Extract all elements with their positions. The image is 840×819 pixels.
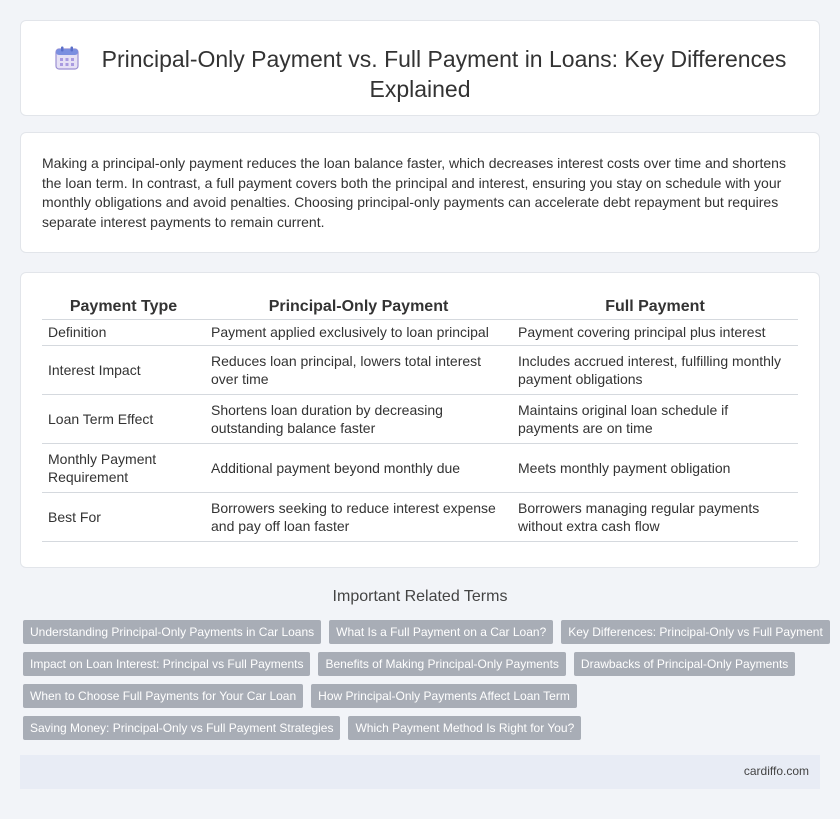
header-card — [20, 20, 820, 116]
table-row — [42, 443, 798, 492]
table-row — [42, 319, 798, 345]
column-header: Full Payment — [512, 296, 798, 319]
table-row — [42, 492, 798, 541]
tag-row — [23, 684, 823, 708]
column-header: Payment Type — [42, 296, 205, 319]
related-terms-title: Important Related Terms — [332, 588, 508, 605]
related-term-link[interactable]: What Is a Full Payment on a Car Loan? — [329, 620, 553, 644]
related-term-link[interactable]: When to Choose Full Payments for Your Car Loan — [23, 684, 303, 708]
footer — [20, 755, 820, 789]
related-term-link[interactable]: Understanding Principal-Only Payments in Car Loans — [23, 620, 321, 644]
related-term-link[interactable]: Drawbacks of Principal-Only Payments — [574, 652, 795, 676]
table-cell: Interest Impact — [42, 345, 205, 394]
table-cell: Meets monthly payment obligation — [512, 443, 798, 492]
related-term-link[interactable]: Impact on Loan Interest: Principal vs Full Payments — [23, 652, 310, 676]
table-row — [42, 394, 798, 443]
column-header: Principal-Only Payment — [205, 296, 512, 319]
related-term-link[interactable]: Which Payment Method Is Right for You? — [348, 716, 581, 740]
tag-row — [23, 620, 823, 644]
table-cell: Shortens loan duration by decreasing outstanding balance faster — [205, 394, 512, 443]
comparison-table — [42, 296, 798, 542]
related-terms-list — [23, 620, 823, 748]
table-cell: Reduces loan principal, lowers total interest over time — [205, 345, 512, 394]
table-cell: Borrowers seeking to reduce interest expense and pay off loan faster — [205, 492, 512, 541]
calendar-icon — [54, 45, 80, 71]
tag-row — [23, 652, 823, 676]
tag-row — [23, 716, 823, 740]
page-title: Principal-Only Payment vs. Full Payment in Loans: Key Differences Explained — [101, 46, 787, 102]
table-cell: Borrowers managing regular payments without extra cash flow — [512, 492, 798, 541]
related-term-link[interactable]: How Principal-Only Payments Affect Loan Term — [311, 684, 577, 708]
table-cell: Loan Term Effect — [42, 394, 205, 443]
comparison-card — [20, 272, 820, 568]
related-term-link[interactable]: Benefits of Making Principal-Only Payments — [318, 652, 565, 676]
footer-site-link[interactable]: cardiffo.com — [743, 764, 809, 778]
related-term-link[interactable]: Key Differences: Principal-Only vs Full Payment — [561, 620, 830, 644]
table-cell: Additional payment beyond monthly due — [205, 443, 512, 492]
intro-paragraph: Making a principal-only payment reduces the loan balance faster, which decreases interest costs over time and shortens the loan term. In contrast, a full payment covers both the principal and interest, ensuring you stay on schedule with your monthly obligations and avoid penalties. Choosing principal-only payments can accelerate debt repayment but requires separate interest payments to remain current. — [42, 155, 786, 230]
page-title-wrap — [41, 44, 799, 104]
table-cell: Monthly Payment Requirement — [42, 443, 205, 492]
intro-card — [20, 132, 820, 253]
table-cell: Payment covering principal plus interest — [512, 319, 798, 345]
table-cell: Includes accrued interest, fulfilling monthly payment obligations — [512, 345, 798, 394]
table-cell: Maintains original loan schedule if payments are on time — [512, 394, 798, 443]
table-header-row — [42, 296, 798, 319]
table-row — [42, 345, 798, 394]
table-cell: Definition — [42, 319, 205, 345]
table-cell: Best For — [42, 492, 205, 541]
related-term-link[interactable]: Saving Money: Principal-Only vs Full Payment Strategies — [23, 716, 340, 740]
table-cell: Payment applied exclusively to loan principal — [205, 319, 512, 345]
